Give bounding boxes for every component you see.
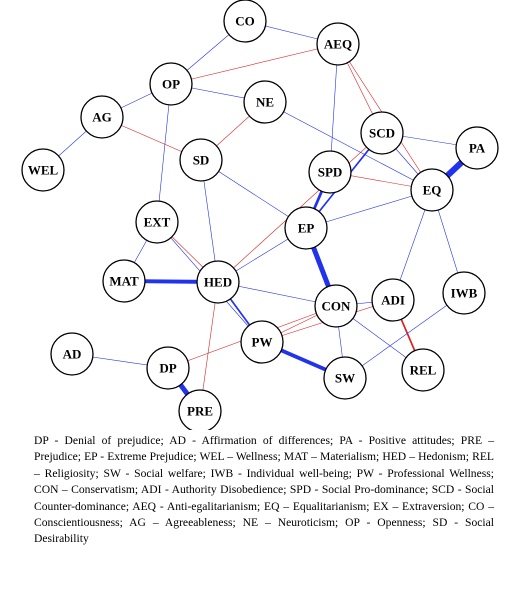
node-layer [22, 0, 498, 430]
node-label: AD [62, 346, 82, 362]
node-label: EXT [143, 214, 171, 230]
node-label: IWB [450, 285, 478, 301]
node-label: HED [203, 274, 233, 290]
node-ne [244, 81, 286, 123]
node-sw [324, 357, 366, 399]
node-label: EP [297, 220, 315, 236]
node-wel [22, 149, 64, 191]
node-op [150, 63, 192, 105]
node-pa [456, 127, 498, 169]
legend-caption: DP - Denial of prejudice; AD - Affirmation of differences; PA - Positive attitudes; PRE – Prejudice; EP - Extreme Prejudice; WEL – Wellness; MAT – Materialism; HED – Hedonism; REL – Religiosity; SW - Social welfare; IWB - Individual well-being; PW - Professional Wellness; CON – Conservatism; ADI - Authority Disobedience; SPD - Social Pro-dominance; SCD - Social Counter-dominance; AEQ - Anti-egalitarianism; EQ – Equalitarianism; EX – Extraversion; CO – Conscientiousness; AG – Agreeableness; NE – Neuroticism; OP - Openness; SD - Social Desirability [34, 434, 494, 546]
node-rel [402, 349, 444, 391]
node-mat [103, 260, 145, 302]
node-label: DP [159, 360, 177, 376]
node-label: MAT [109, 273, 139, 289]
node-label: PRE [187, 403, 213, 419]
node-label: SCD [368, 125, 396, 141]
node-label: REL [409, 362, 437, 378]
node-ep [285, 207, 327, 249]
node-label: EQ [422, 182, 442, 198]
node-pw [241, 321, 283, 363]
node-ag [81, 96, 123, 138]
node-sd [180, 139, 222, 181]
node-hed [197, 261, 239, 303]
node-label: CO [235, 13, 255, 29]
node-label: PW [251, 334, 273, 350]
node-label: PA [468, 140, 486, 156]
node-label: AEQ [323, 36, 353, 52]
node-adi [372, 279, 414, 321]
node-eq [411, 169, 453, 211]
node-label: SD [192, 152, 210, 168]
node-con [315, 285, 357, 327]
node-label: OP [161, 76, 181, 92]
node-label: WEL [27, 162, 59, 178]
node-label: SW [334, 370, 356, 386]
node-co [224, 0, 266, 42]
node-label: NE [255, 94, 275, 110]
node-iwb [443, 272, 485, 314]
node-label: ADI [381, 292, 405, 308]
node-label: AG [92, 109, 112, 125]
edge-op-aeq [171, 44, 338, 84]
node-dp [147, 347, 189, 389]
node-scd [361, 112, 403, 154]
node-spd [309, 151, 351, 193]
node-label: CON [321, 298, 351, 314]
node-label: SPD [317, 164, 343, 180]
node-pre [179, 390, 221, 430]
node-aeq [317, 23, 359, 65]
node-ad [51, 333, 93, 375]
node-ext [136, 201, 178, 243]
